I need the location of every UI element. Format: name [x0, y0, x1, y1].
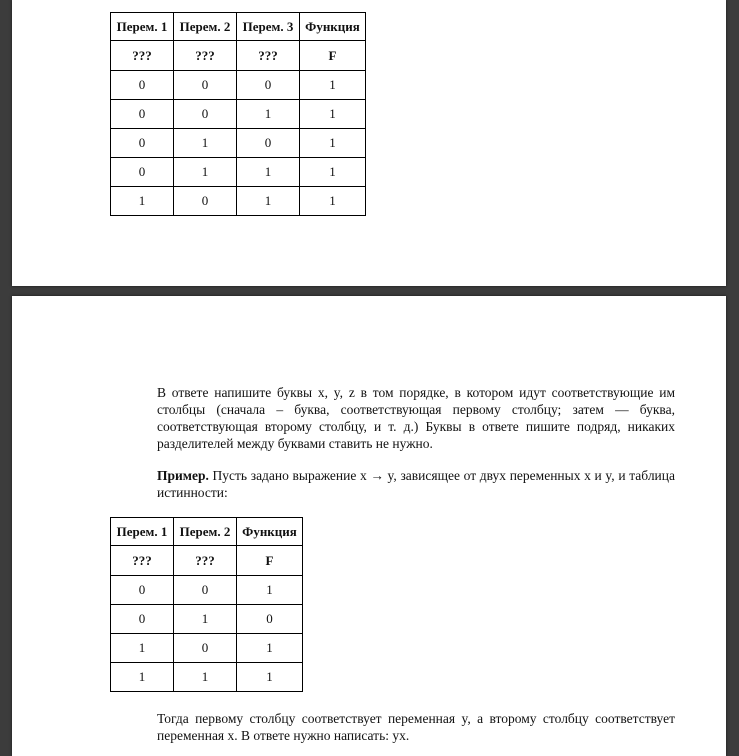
table-row: [111, 71, 366, 100]
table-cell: 0: [111, 100, 174, 129]
table-cell: 1: [111, 634, 174, 663]
example-paragraph: [157, 467, 675, 501]
example-label: Пример.: [157, 468, 209, 483]
table-row: [111, 634, 303, 663]
table-cell: 0: [237, 605, 303, 634]
table-cell: 0: [174, 71, 237, 100]
table-cell: ???: [174, 546, 237, 576]
column-header: Перем. 2: [174, 518, 237, 546]
table-cell: 1: [237, 663, 303, 692]
table-cell: F: [237, 546, 303, 576]
table-cell: 0: [237, 129, 300, 158]
answer-paragraph: Тогда первому столбцу соответствует переменная y, а второму столбцу соответствует переменная x. В ответе нужно написать: yx.: [157, 711, 675, 743]
table-cell: 1: [300, 158, 366, 187]
table-cell: ???: [174, 41, 237, 71]
table-cell: 1: [300, 187, 366, 216]
instructions-paragraph: В ответе напишите буквы x, y, z в том порядке, в котором идут соответствующие им столбцы (сначала – буква, соответствующая первому столбцу; затем — буква, соответствующая второму столбцу, и т. д.) Буквы в ответе пишите подряд, никаких разделителей между буквами ставить не нужно.: [157, 385, 675, 451]
column-header: Перем. 2: [174, 13, 237, 41]
table-cell: 1: [237, 576, 303, 605]
table-cell: 1: [300, 100, 366, 129]
table-cell: 1: [237, 187, 300, 216]
table-cell: 0: [237, 71, 300, 100]
column-header: Функция: [237, 518, 303, 546]
column-header: Функция: [300, 13, 366, 41]
table-cell: 0: [174, 576, 237, 605]
document-page-2: [12, 296, 726, 756]
table-cell: 0: [111, 158, 174, 187]
table-header-row: [111, 518, 303, 546]
table-cell: 1: [300, 71, 366, 100]
table-cell: 0: [174, 187, 237, 216]
table-cell: ???: [111, 41, 174, 71]
table-cell: 0: [174, 634, 237, 663]
truth-table-example: [110, 517, 303, 692]
table-cell: 1: [174, 663, 237, 692]
table-cell: 0: [111, 71, 174, 100]
table-row: [111, 663, 303, 692]
table-cell: ???: [237, 41, 300, 71]
table-cell: 1: [174, 158, 237, 187]
column-header: Перем. 1: [111, 518, 174, 546]
table-header-row: [111, 13, 366, 41]
table-unknown-row: [111, 546, 303, 576]
table-cell: 1: [237, 100, 300, 129]
table-unknown-row: [111, 41, 366, 71]
table-cell: 1: [111, 187, 174, 216]
table-cell: 1: [174, 605, 237, 634]
table-cell: 1: [300, 129, 366, 158]
table-cell: 0: [111, 129, 174, 158]
table-row: [111, 605, 303, 634]
column-header: Перем. 1: [111, 13, 174, 41]
table-cell: 0: [111, 576, 174, 605]
table-row: [111, 129, 366, 158]
table-cell: 1: [237, 634, 303, 663]
table-cell: F: [300, 41, 366, 71]
table-cell: 1: [237, 158, 300, 187]
table-cell: 1: [111, 663, 174, 692]
document-page-1: [12, 0, 726, 286]
truth-table-three-vars: [110, 12, 366, 216]
table-cell: 1: [174, 129, 237, 158]
table-cell: 0: [111, 605, 174, 634]
table-cell: 0: [174, 100, 237, 129]
table-row: [111, 158, 366, 187]
table-cell: ???: [111, 546, 174, 576]
table-row: [111, 187, 366, 216]
example-text: Пусть задано выражение x → y, зависящее от двух переменных x и y, и таблица истинности:: [157, 468, 675, 500]
table-row: [111, 576, 303, 605]
table-row: [111, 100, 366, 129]
column-header: Перем. 3: [237, 13, 300, 41]
